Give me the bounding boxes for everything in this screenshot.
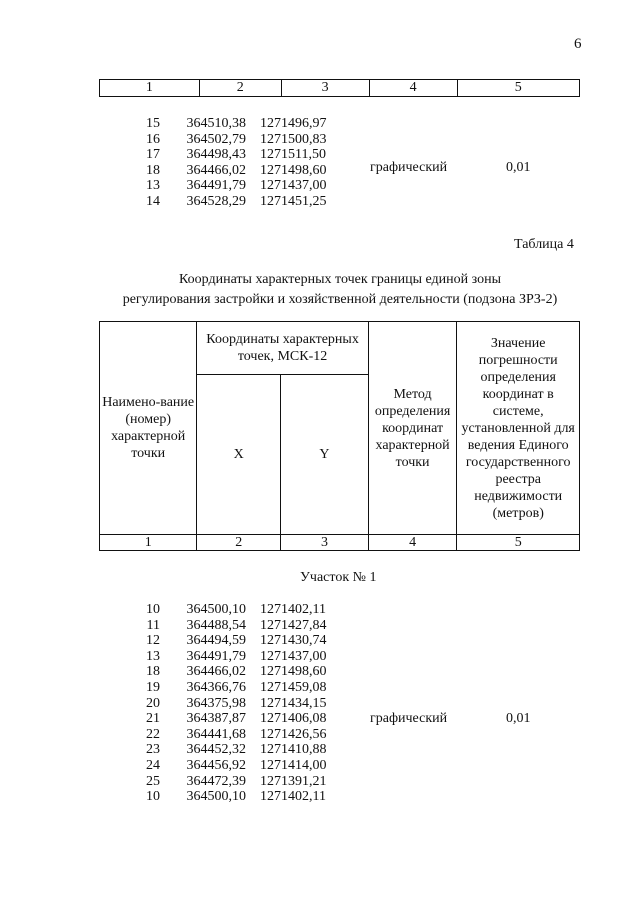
coord-y: 1271459,08 <box>260 679 327 695</box>
col-number-1: 1 <box>100 535 197 551</box>
table-row <box>100 178 340 194</box>
coord-y: 1271511,50 <box>260 147 326 163</box>
point-number: 21 <box>146 711 160 727</box>
table-row <box>100 742 340 758</box>
point-number: 15 <box>146 116 160 131</box>
table-row <box>100 664 340 680</box>
page-number: 6 <box>574 36 582 52</box>
point-number: 12 <box>146 633 160 649</box>
coord-x: 364491,79 <box>186 178 246 194</box>
table-row <box>100 696 340 712</box>
coord-x: 364502,79 <box>186 131 246 147</box>
section-error-value: 0,01 <box>506 711 531 726</box>
section-coordinates-table <box>100 602 340 805</box>
point-number: 25 <box>146 773 160 789</box>
table-row <box>100 727 340 743</box>
col-number-5: 5 <box>457 535 580 551</box>
table-row <box>100 116 340 132</box>
point-number: 13 <box>146 178 160 194</box>
coord-y: 1271500,83 <box>260 131 327 147</box>
col-name-header: Наимено-вание (номер) характерной точки <box>100 322 197 535</box>
top-coordinates-table <box>100 116 340 210</box>
top-method: графический <box>370 160 448 175</box>
point-number: 10 <box>146 789 160 805</box>
table-row <box>100 633 340 649</box>
coord-x: 364498,43 <box>186 147 246 163</box>
coord-x: 364472,39 <box>186 773 246 789</box>
point-number: 10 <box>146 602 160 617</box>
coord-y: 1271498,60 <box>260 664 327 680</box>
coord-y: 1271402,11 <box>260 789 326 805</box>
coord-x: 364387,87 <box>186 711 246 727</box>
coord-y: 1271496,97 <box>260 116 327 131</box>
table-title <box>100 270 580 310</box>
coord-y: 1271426,56 <box>260 726 327 742</box>
coord-x: 364375,98 <box>186 695 246 711</box>
col-error-header: Значение погрешности определения координат в системе, установленной для ведения Единого государственного реестра недвижимости (метров) <box>457 322 580 535</box>
col-number-4: 4 <box>368 535 457 551</box>
coord-x: 364456,92 <box>186 757 246 773</box>
col-number-3: 3 <box>281 535 369 551</box>
table-row <box>100 758 340 774</box>
coord-x: 364500,10 <box>186 602 246 617</box>
point-number: 19 <box>146 679 160 695</box>
table-row <box>100 649 340 665</box>
col-y-header: Y <box>281 375 369 535</box>
col-x-header: X <box>197 375 281 535</box>
header-col-5: 5 <box>457 80 579 97</box>
table-row <box>100 774 340 790</box>
table-row <box>100 602 340 618</box>
col-method-header: Метод определения координат характерной точки <box>368 322 457 535</box>
coord-y: 1271437,00 <box>260 648 327 664</box>
coords-group-header: Координаты характерных точек, МСК-12 <box>197 322 368 375</box>
coord-y: 1271410,88 <box>260 742 327 758</box>
point-number: 17 <box>146 147 160 163</box>
coord-x: 364452,32 <box>186 742 246 758</box>
coord-y: 1271414,00 <box>260 757 327 773</box>
section-title: Участок № 1 <box>300 570 377 585</box>
coord-y: 1271427,84 <box>260 617 327 633</box>
table-caption: Таблица 4 <box>514 237 574 252</box>
table-row <box>100 132 340 148</box>
coord-x: 364466,02 <box>186 162 246 178</box>
table-row <box>100 789 340 805</box>
main-header-table <box>99 321 580 551</box>
table-row <box>100 711 340 727</box>
table-row <box>100 163 340 179</box>
coord-x: 364510,38 <box>186 116 246 131</box>
coord-x: 364366,76 <box>186 679 246 695</box>
coord-y: 1271498,60 <box>260 162 327 178</box>
coord-y: 1271451,25 <box>260 193 327 209</box>
header-col-2: 2 <box>199 80 281 97</box>
section-method: графический <box>370 711 448 726</box>
coord-x: 364494,59 <box>186 633 246 649</box>
title-line-2: регулирования застройки и хозяйственной деятельности (подзона ЗРЗ-2) <box>122 292 558 307</box>
coord-x: 364528,29 <box>186 193 246 209</box>
coord-y: 1271402,11 <box>260 602 326 617</box>
title-line-1: Координаты характерных точек границы единой зоны <box>179 272 501 287</box>
top-error-value: 0,01 <box>506 160 531 175</box>
coord-x: 364441,68 <box>186 726 246 742</box>
table-row <box>100 194 340 210</box>
coord-y: 1271430,74 <box>260 633 327 649</box>
point-number: 11 <box>146 617 160 633</box>
coord-x: 364500,10 <box>186 789 246 805</box>
point-number: 22 <box>146 726 160 742</box>
header-col-3: 3 <box>281 80 369 97</box>
coord-y: 1271434,15 <box>260 695 327 711</box>
coord-x: 364466,02 <box>186 664 246 680</box>
top-table-header <box>99 79 580 97</box>
point-number: 14 <box>146 193 160 209</box>
point-number: 18 <box>146 664 160 680</box>
coord-y: 1271391,21 <box>260 773 327 789</box>
table-row <box>100 147 340 163</box>
point-number: 13 <box>146 648 160 664</box>
point-number: 24 <box>146 757 160 773</box>
coord-x: 364491,79 <box>186 648 246 664</box>
point-number: 16 <box>146 131 160 147</box>
header-col-4: 4 <box>369 80 457 97</box>
table-row <box>100 618 340 634</box>
point-number: 20 <box>146 695 160 711</box>
coord-x: 364488,54 <box>186 617 246 633</box>
point-number: 23 <box>146 742 160 758</box>
coord-y: 1271406,08 <box>260 711 327 727</box>
point-number: 18 <box>146 162 160 178</box>
coord-y: 1271437,00 <box>260 178 327 194</box>
table-row <box>100 680 340 696</box>
col-number-2: 2 <box>197 535 281 551</box>
header-col-1: 1 <box>100 80 200 97</box>
